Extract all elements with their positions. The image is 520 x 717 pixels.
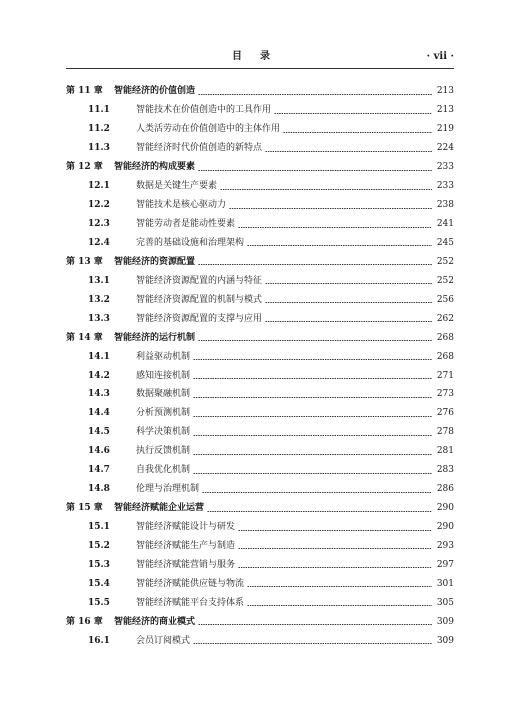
section-number: 13.2 xyxy=(88,294,110,305)
page-number: 238 xyxy=(436,200,454,211)
toc-section-row xyxy=(66,177,454,196)
toc-section-row xyxy=(66,120,454,139)
toc-chapter-row xyxy=(66,252,454,271)
chapter-number: 第 11 章 xyxy=(66,86,103,97)
section-number: 14.6 xyxy=(88,446,110,457)
chapter-title: 智能经济的价值创造 xyxy=(114,86,196,97)
dot-leader xyxy=(198,624,432,625)
dot-leader xyxy=(265,321,432,322)
dot-leader xyxy=(238,548,432,549)
toc-section-row xyxy=(66,537,454,556)
section-title: 智能经济赋能营销与服务 xyxy=(136,559,236,570)
page-number: 309 xyxy=(436,635,454,646)
section-number: 12.2 xyxy=(88,200,110,211)
toc-section-row xyxy=(66,309,454,328)
chapter-number: 第 12 章 xyxy=(66,162,103,173)
dot-leader xyxy=(229,208,432,209)
running-header xyxy=(66,50,454,68)
toc-section-row xyxy=(66,555,454,574)
toc-section-row xyxy=(66,404,454,423)
chapter-number: 第 14 章 xyxy=(66,332,103,343)
section-title: 数据聚融机制 xyxy=(136,389,191,400)
page-number: 290 xyxy=(436,522,454,533)
header-title: 目录 xyxy=(232,51,288,62)
page-number: 290 xyxy=(436,503,454,514)
toc-section-row xyxy=(66,196,454,215)
header-rule xyxy=(66,68,454,69)
section-number: 11.2 xyxy=(88,124,110,135)
page-number: 301 xyxy=(436,578,454,589)
section-title: 智能劳动者是能动性要素 xyxy=(136,219,236,230)
section-title: 智能经济赋能设计与研发 xyxy=(136,522,236,533)
section-number: 14.8 xyxy=(88,484,110,495)
page-number: 281 xyxy=(436,446,454,457)
chapter-title: 智能经济赋能企业运营 xyxy=(114,503,205,514)
page-number: 283 xyxy=(436,465,454,476)
section-title: 完善的基础设施和治理架构 xyxy=(136,237,245,248)
section-title: 会员订阅模式 xyxy=(136,635,191,646)
section-title: 利益驱动机制 xyxy=(136,351,191,362)
section-number: 14.3 xyxy=(88,389,110,400)
page-number: 268 xyxy=(436,332,454,343)
toc-section-row xyxy=(66,234,454,253)
table-of-contents xyxy=(66,82,454,650)
page-number: 268 xyxy=(436,351,454,362)
section-number: 14.7 xyxy=(88,465,110,476)
page-number: 293 xyxy=(436,540,454,551)
dot-leader xyxy=(193,397,432,398)
section-title: 感知连接机制 xyxy=(136,370,191,381)
toc-section-row xyxy=(66,480,454,499)
dot-leader xyxy=(193,435,432,436)
toc-section-row xyxy=(66,518,454,537)
section-title: 数据是关键生产要素 xyxy=(136,181,218,192)
page-number: 233 xyxy=(436,181,454,192)
dot-leader xyxy=(265,151,432,152)
section-number: 16.1 xyxy=(88,635,110,646)
section-title: 自我优化机制 xyxy=(136,465,191,476)
section-title: 科学决策机制 xyxy=(136,427,191,438)
page-number: 278 xyxy=(436,427,454,438)
toc-section-row xyxy=(66,139,454,158)
section-title: 分析预测机制 xyxy=(136,408,191,419)
section-number: 14.2 xyxy=(88,370,110,381)
chapter-number: 第 16 章 xyxy=(66,616,103,627)
dot-leader xyxy=(220,189,432,190)
chapter-title: 智能经济的商业模式 xyxy=(114,616,196,627)
section-title: 人类活劳动在价值创造中的主体作用 xyxy=(136,124,281,135)
dot-leader xyxy=(247,245,432,246)
section-title: 智能经济赋能平台支持体系 xyxy=(136,597,245,608)
dot-leader xyxy=(274,113,432,114)
section-title: 智能技术是核心驱动力 xyxy=(136,200,227,211)
page-number: 241 xyxy=(436,219,454,230)
page-number: 252 xyxy=(436,256,454,267)
section-number: 12.4 xyxy=(88,237,110,248)
section-number: 12.3 xyxy=(88,219,110,230)
section-title: 智能经济资源配置的内涵与特征 xyxy=(136,275,263,286)
chapter-title: 智能经济的构成要素 xyxy=(114,162,196,173)
page-number: 233 xyxy=(436,162,454,173)
section-number: 12.1 xyxy=(88,181,110,192)
toc-chapter-row xyxy=(66,328,454,347)
chapter-number: 第 15 章 xyxy=(66,503,103,514)
dot-leader xyxy=(247,586,432,587)
toc-section-row xyxy=(66,271,454,290)
dot-leader xyxy=(265,302,432,303)
toc-section-row xyxy=(66,593,454,612)
page-number: 262 xyxy=(436,313,454,324)
toc-section-row xyxy=(66,290,454,309)
section-number: 13.1 xyxy=(88,275,110,286)
section-title: 智能经济赋能生产与制造 xyxy=(136,540,236,551)
dot-leader xyxy=(238,530,432,531)
section-title: 执行反馈机制 xyxy=(136,446,191,457)
dot-leader xyxy=(202,492,432,493)
page-number: 297 xyxy=(436,559,454,570)
page-number: 224 xyxy=(436,143,454,154)
section-number: 15.5 xyxy=(88,597,110,608)
dot-leader xyxy=(238,567,432,568)
dot-leader xyxy=(265,283,432,284)
section-number: 11.1 xyxy=(88,105,110,116)
section-title: 智能经济时代价值创造的新特点 xyxy=(136,143,263,154)
toc-section-row xyxy=(66,423,454,442)
section-number: 13.3 xyxy=(88,313,110,324)
page-number: 286 xyxy=(436,484,454,495)
toc-chapter-row xyxy=(66,612,454,631)
section-number: 15.2 xyxy=(88,540,110,551)
toc-section-row xyxy=(66,574,454,593)
toc-section-row xyxy=(66,347,454,366)
dot-leader xyxy=(193,643,432,644)
section-title: 智能经济资源配置的支撑与应用 xyxy=(136,313,263,324)
page-number: 219 xyxy=(436,124,454,135)
page-number: 309 xyxy=(436,616,454,627)
toc-section-row xyxy=(66,366,454,385)
toc-section-row xyxy=(66,385,454,404)
page-number: 271 xyxy=(436,370,454,381)
dot-leader xyxy=(198,170,432,171)
section-number: 14.1 xyxy=(88,351,110,362)
page-number: 273 xyxy=(436,389,454,400)
dot-leader xyxy=(193,378,432,379)
dot-leader xyxy=(198,264,432,265)
section-number: 14.4 xyxy=(88,408,110,419)
toc-chapter-row xyxy=(66,158,454,177)
header-page-number: · vii · xyxy=(426,51,454,62)
toc-section-row xyxy=(66,461,454,480)
page-number: 256 xyxy=(436,294,454,305)
section-number: 15.4 xyxy=(88,578,110,589)
dot-leader xyxy=(283,132,432,133)
page-number: 276 xyxy=(436,408,454,419)
section-title: 智能经济资源配置的机制与模式 xyxy=(136,294,263,305)
dot-leader xyxy=(198,94,432,95)
section-number: 15.3 xyxy=(88,559,110,570)
dot-leader xyxy=(193,473,432,474)
section-title: 智能经济赋能供应链与物流 xyxy=(136,578,245,589)
dot-leader xyxy=(198,340,432,341)
toc-chapter-row xyxy=(66,82,454,101)
page-number: 305 xyxy=(436,597,454,608)
chapter-title: 智能经济的资源配置 xyxy=(114,256,196,267)
page-number: 213 xyxy=(436,86,454,97)
dot-leader xyxy=(238,227,432,228)
section-number: 15.1 xyxy=(88,522,110,533)
page-number: 213 xyxy=(436,105,454,116)
dot-leader xyxy=(207,511,432,512)
toc-section-row xyxy=(66,442,454,461)
dot-leader xyxy=(193,416,432,417)
toc-section-row xyxy=(66,215,454,234)
section-title: 伦理与治理机制 xyxy=(136,484,200,495)
dot-leader xyxy=(193,359,432,360)
chapter-title: 智能经济的运行机制 xyxy=(114,332,196,343)
section-title: 智能技术在价值创造中的工具作用 xyxy=(136,105,272,116)
section-number: 11.3 xyxy=(88,143,110,154)
toc-chapter-row xyxy=(66,499,454,518)
toc-section-row xyxy=(66,101,454,120)
dot-leader xyxy=(193,454,432,455)
page-number: 245 xyxy=(436,237,454,248)
section-number: 14.5 xyxy=(88,427,110,438)
dot-leader xyxy=(247,605,432,606)
page-number: 252 xyxy=(436,275,454,286)
toc-section-row xyxy=(66,631,454,650)
chapter-number: 第 13 章 xyxy=(66,256,103,267)
